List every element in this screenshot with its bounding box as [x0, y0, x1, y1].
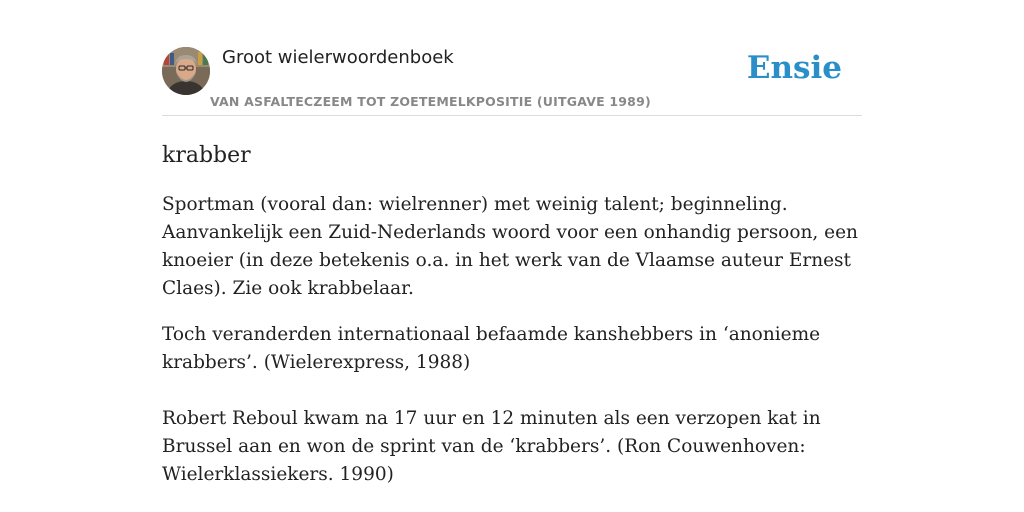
brand-logo[interactable]: Ensie: [746, 50, 842, 86]
entry-card: [162, 44, 862, 489]
entry-quote: Robert Reboul kwam na 17 uur en 12 minuten als een verzopen kat in Brussel aan en won de sprint van de ‘krabbers’. (Ron Couwenhoven: Wielerklassiekers. 1990): [162, 408, 821, 486]
entry-quote: Toch veranderden internationaal befaamde kanshebbers in ‘anonieme krabbers’. (Wielerexpress, 1988): [162, 324, 821, 374]
author-avatar[interactable]: [162, 47, 210, 95]
dictionary-title[interactable]: Groot wielerwoordenboek: [222, 47, 454, 68]
author-portrait-icon: [162, 47, 210, 95]
dictionary-header: [162, 44, 862, 116]
dictionary-subtitle: VAN ASFALTECZEEM TOT ZOETEMELKPOSITIE (UITGAVE 1989): [210, 94, 651, 109]
entry-term: krabber: [162, 143, 251, 168]
entry-definition: Sportman (vooral dan: wielrenner) met weinig talent; beginneling. Aanvankelijk een Zuid-Nederlands woord voor een onhandig persoon, een knoeier (in deze betekenis o.a. in het werk van de Vlaamse auteur Ernest Claes). Zie ook krabbelaar.: [162, 194, 858, 300]
